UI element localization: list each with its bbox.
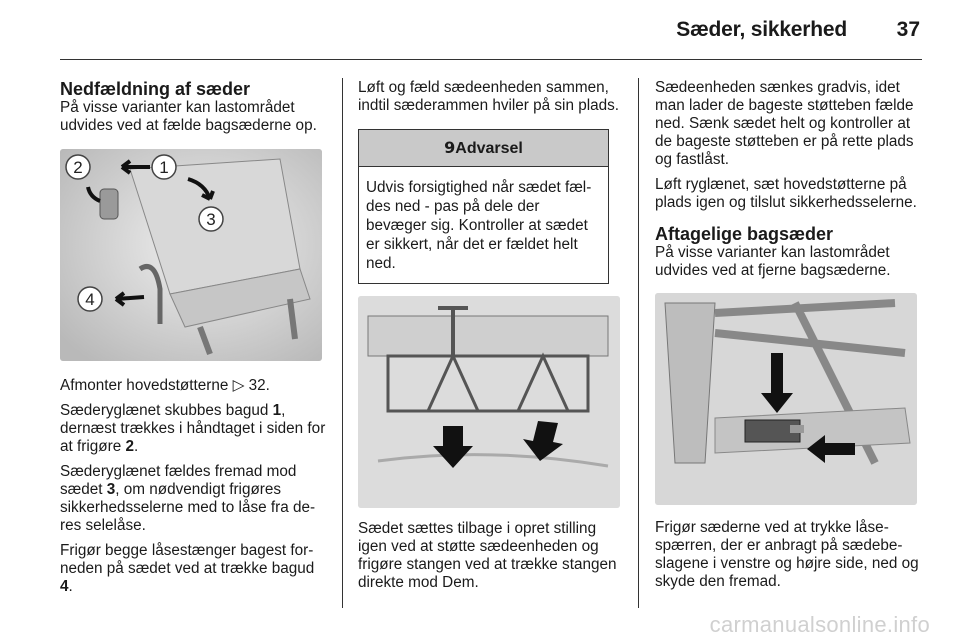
svg-text:1: 1: [159, 158, 169, 177]
paragraph-headrests-belts: Løft ryglænet, sæt hovedstøtterne på plads igen og tilslut sikkerhedsselerne.: [655, 176, 917, 211]
intro-text-removable: På visse varianter kan lastområdet udvides ved at fjerne bagsæderne.: [655, 244, 891, 279]
header-rule: [60, 59, 922, 60]
paragraph-backrest: Sæderyglænet skubbes bagud 1, dernæst trækkes i håndtaget i siden for at frigøre 2.: [60, 402, 326, 455]
callout-4: [78, 287, 102, 311]
column-divider-2: [638, 78, 639, 608]
figure-seat-folding: [60, 149, 322, 361]
intro-text: På visse varianter kan lastområdet udvides ved at fælde bagsæderne op.: [60, 99, 317, 134]
paragraph-lower-seat: Sædeenheden sænkes gradvis, idet man lader de bageste støtteben fælde ned. Sænk sædet helt og kontroller at de bageste støtteben er på rette plads og fastlåst.: [655, 79, 914, 168]
figure-seat-removal: [655, 293, 917, 505]
paragraph-headrests: Afmonter hovedstøtterne ▷ 32.: [60, 377, 270, 394]
callout-1: [152, 155, 176, 179]
section-heading-fold-seats: Nedfældning af sæder: [60, 79, 251, 99]
column-1: [60, 79, 330, 603]
paragraph-release-bars: Frigør begge låsestænger bagest forneden på sædet ved at trække bagud 4.: [60, 542, 315, 595]
warning-header: 9Advarsel: [359, 130, 608, 167]
paragraph-release-seats: Frigør sæderne ved at trykke låsespærren, der er anbragt på sædebeslagene i venstre og højre side, ned og skyde den fremad.: [655, 519, 919, 590]
column-3: [655, 79, 923, 598]
warning-text: Udvis forsigtighed når sædet fældes ned - pas på dele der bevæger sig. Kontroller at sædet er sikkert, når det er fældet helt ned.: [366, 179, 592, 272]
page-number: 37: [896, 18, 920, 41]
column-divider-1: [342, 78, 343, 608]
svg-text:3: 3: [206, 210, 216, 229]
callout-3: [199, 207, 223, 231]
svg-text:4: 4: [85, 290, 95, 309]
watermark: carmanualsonline.info: [709, 612, 930, 637]
svg-text:2: 2: [73, 158, 83, 177]
paragraph-reposition: Sædet sættes tilbage i opret stilling igen ved at støtte sædeenheden og frigøre stangen ved at trække stangen direkte mod Dem.: [358, 520, 617, 591]
callout-2: [66, 155, 90, 179]
paragraph-lift-fold: Løft og fæld sædeenheden sammen, indtil sæderammen hviler på sin plads.: [358, 79, 620, 114]
page-header-title: Sæder, sikkerhed: [676, 18, 847, 41]
column-2: [358, 79, 620, 599]
page-ref-icon: ▷: [232, 377, 249, 394]
figure-seat-frame: [358, 296, 620, 508]
paragraph-fold-forward: Sæderyglænet fældes fremad mod sædet 3, om nødvendigt frigøres sikkerhedsselerne med to låse fra deres selelåse.: [60, 463, 316, 534]
section-heading-removable-seats: Aftagelige bagsæder: [655, 224, 834, 244]
warning-box: [358, 129, 609, 284]
warning-icon: 9: [444, 138, 456, 157]
